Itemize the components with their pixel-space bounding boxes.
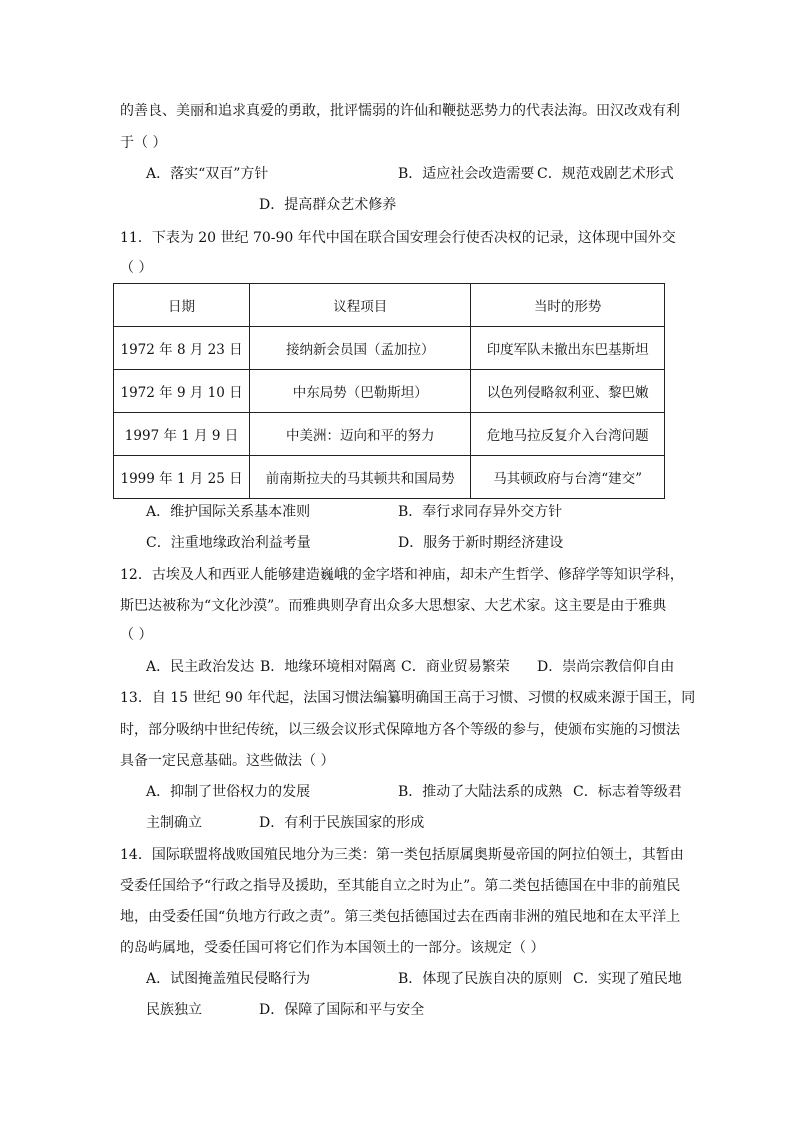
q14-option-c: C．实现了殖民地: [573, 971, 682, 987]
q13-stem-line-2: 时，部分吸纳中世纪传统，以三级会议形式保障地方各个等级的参与，使颁布实施的习惯法: [120, 722, 680, 738]
table-cell-situation: 印度军队未撤出东巴基斯坦: [471, 327, 665, 370]
table-row: [114, 370, 665, 413]
q10-stem-line-2: 于（ ）: [120, 135, 167, 151]
q14-stem-line-4: 的岛屿属地，受委任国可将它们作为本国领土的一部分。该规定（ ）: [120, 940, 545, 956]
q14-option-c-continued: 民族独立: [146, 1002, 202, 1018]
table-cell-date: 1972 年 8 月 23 日: [114, 327, 250, 370]
q13-option-a: A．抑制了世俗权力的发展: [146, 784, 311, 800]
q14-option-a: A．试图掩盖殖民侵略行为: [146, 971, 311, 987]
q12-stem-line-1: 12．古埃及人和西亚人能够建造巍峨的金字塔和神庙，却未产生哲学、修辞学等知识学科，: [120, 567, 684, 583]
q11-option-b: B．奉行求同存异外交方针: [398, 504, 563, 520]
q11-stem-line-1: 11．下表为 20 世纪 70-90 年代中国在联合国安理会行使否决权的记录，这体现中国外交: [120, 230, 676, 246]
veto-record-table: [113, 283, 665, 499]
q11-option-a: A．维护国际关系基本准则: [146, 504, 311, 520]
table-cell-situation: 危地马拉反复介入台湾问题: [471, 413, 665, 456]
table-cell-date: 1999 年 1 月 25 日: [114, 456, 250, 499]
q13-option-c-continued: 主制确立: [146, 815, 202, 831]
q13-option-d: D．有利于民族国家的形成: [259, 815, 425, 831]
table-cell-situation: 以色列侵略叙利亚、黎巴嫩: [471, 370, 665, 413]
table-header-situation: 当时的形势: [471, 284, 665, 327]
table-cell-agenda: 接纳新会员国（孟加拉）: [250, 327, 471, 370]
table-cell-date: 1972 年 9 月 10 日: [114, 370, 250, 413]
table-header-row: [114, 284, 665, 327]
q10-stem-line-1: 的善良、美丽和追求真爱的勇敢，批评懦弱的许仙和鞭挞恶势力的代表法海。田汉改戏有利: [120, 103, 680, 119]
table-cell-date: 1997 年 1 月 9 日: [114, 413, 250, 456]
table-cell-situation: 马其顿政府与台湾“建交”: [471, 456, 665, 499]
q10-option-c: C．规范戏剧艺术形式: [537, 166, 674, 182]
table-header-date: 日期: [114, 284, 250, 327]
q13-stem-line-3: 具备一定民意基础。这些做法（ ）: [120, 753, 335, 769]
q14-option-d: D．保障了国际和平与安全: [259, 1002, 425, 1018]
table-cell-agenda: 前南斯拉夫的马其顿共和国局势: [250, 456, 471, 499]
q10-option-b: B．适应社会改造需要: [398, 166, 535, 182]
table-cell-agenda: 中东局势（巴勒斯坦）: [250, 370, 471, 413]
q11-option-d: D．服务于新时期经济建设: [398, 535, 564, 551]
q12-option-a: A．民主政治发达: [146, 659, 255, 675]
table-cell-agenda: 中美洲：迈向和平的努力: [250, 413, 471, 456]
table-row: [114, 327, 665, 370]
q12-option-d: D．崇尚宗教信仰自由: [537, 659, 675, 675]
table-header-agenda: 议程项目: [250, 284, 471, 327]
q13-stem-line-1: 13．自 15 世纪 90 年代起，法国习惯法编纂明确国王高于习惯、习惯的权威来源于国王，同: [120, 690, 696, 706]
q13-option-b: B．推动了大陆法系的成熟: [398, 784, 563, 800]
q13-option-c: C．标志着等级君: [573, 784, 682, 800]
q10-option-a: A．落实“双百”方针: [146, 166, 269, 182]
q11-stem-line-2: （ ）: [120, 260, 153, 276]
q11-option-c: C．注重地缘政治利益考量: [146, 535, 311, 551]
table-row: [114, 413, 665, 456]
q14-stem-line-2: 受委任国给予“行政之指导及援助，至其能自立之时为止”。第二类包括德国在中非的前殖民: [120, 878, 681, 894]
q14-stem-line-3: 地，由受委任国“负地方行政之责”。第三类包括德国过去在西南非洲的殖民地和在太平洋上: [120, 909, 681, 925]
q14-option-b: B．体现了民族自决的原则: [398, 971, 563, 987]
q12-option-b: B．地缘环境相对隔离: [260, 659, 397, 675]
q12-option-c: C．商业贸易繁荣: [401, 659, 510, 675]
table-row: [114, 456, 665, 499]
q14-stem-line-1: 14．国际联盟将战败国殖民地分为三类：第一类包括原属奥斯曼帝国的阿拉伯领土，其暂由: [120, 847, 684, 863]
q10-option-d: D．提高群众艺术修养: [259, 197, 397, 213]
q12-stem-line-2: 斯巴达被称为“文化沙漠”。而雅典则孕育出众多大思想家、大艺术家。这主要是由于雅典: [120, 598, 667, 614]
q12-stem-line-3: （ ）: [120, 627, 153, 643]
